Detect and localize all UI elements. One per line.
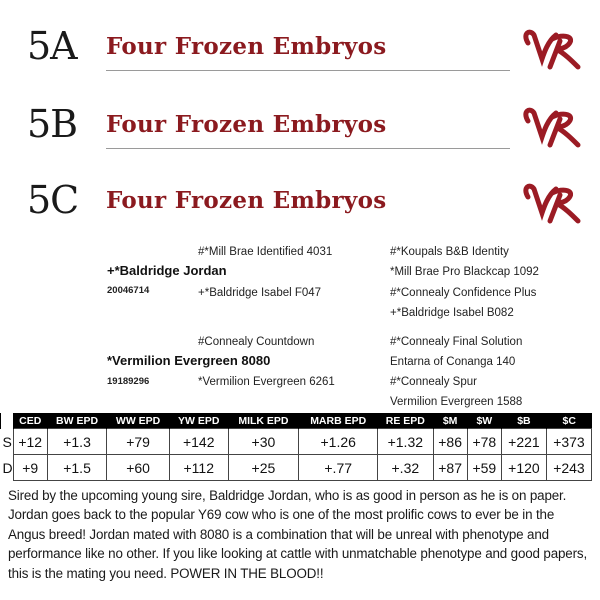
lot-number: 5B [27, 102, 78, 146]
header-bw: BW EPD [47, 413, 106, 429]
lot-5b [0, 100, 600, 170]
dam-right-1: #*Connealy Final Solution [390, 336, 523, 348]
vr-brand-logo-icon [520, 181, 582, 225]
header-milk: MILK EPD [228, 413, 299, 429]
row-label: S [2, 433, 12, 450]
table-cell: +243 [546, 455, 591, 481]
table-cell: +86 [433, 429, 467, 455]
header-w: $W [467, 413, 501, 429]
lot-5c [0, 176, 600, 246]
sire-dam: +*Baldridge Isabel F047 [198, 287, 322, 299]
lot-number: 5A [27, 24, 77, 68]
table-row [1, 429, 592, 455]
table-cell: +373 [546, 429, 591, 455]
table-cell: +1.3 [47, 429, 106, 455]
lot-title: Four Frozen Embryos [106, 33, 387, 60]
table-cell: +12 [13, 429, 47, 455]
header-re: RE EPD [378, 413, 433, 429]
lot-5a [0, 22, 600, 92]
table-cell: +112 [169, 455, 228, 481]
dam-name: *Vermilion Evergreen 8080 [107, 353, 271, 368]
header-spacer [1, 413, 14, 429]
table-cell: +30 [228, 429, 299, 455]
table-cell: +78 [467, 429, 501, 455]
sire-right-4: +*Baldridge Isabel B082 [390, 307, 514, 319]
dam-right-4: Vermilion Evergreen 1588 [390, 396, 523, 408]
divider [106, 70, 510, 71]
sire-registration: 20046714 [107, 285, 150, 296]
epd-table [0, 413, 592, 481]
sire-name: +*Baldridge Jordan [107, 263, 227, 278]
dam-right-2: Entarna of Conanga 140 [390, 356, 516, 368]
header-ced: CED [13, 413, 47, 429]
table-cell: +9 [13, 455, 47, 481]
table-cell: +1.26 [299, 429, 378, 455]
table-cell: +142 [169, 429, 228, 455]
table-cell: +.32 [378, 455, 433, 481]
table-cell: +79 [107, 429, 170, 455]
table-cell: +1.32 [378, 429, 433, 455]
header-yw: YW EPD [169, 413, 228, 429]
table-cell: +59 [467, 455, 501, 481]
epd-header-row [1, 413, 592, 429]
sire-right-1: #*Koupals B&B Identity [390, 246, 509, 258]
lot-number: 5C [27, 178, 79, 222]
table-cell: +1.5 [47, 455, 106, 481]
table-row [1, 455, 592, 481]
vr-brand-logo-icon [520, 105, 582, 149]
dam-right-3: #*Connealy Spur [390, 376, 477, 388]
sire-sire: #*Mill Brae Identified 4031 [198, 246, 333, 258]
table-cell: +25 [228, 455, 299, 481]
lot-title: Four Frozen Embryos [106, 111, 387, 138]
header-ww: WW EPD [107, 413, 170, 429]
lot-title: Four Frozen Embryos [106, 187, 387, 214]
table-cell: +87 [433, 455, 467, 481]
header-c: $C [546, 413, 591, 429]
header-m: $M [433, 413, 467, 429]
header-b: $B [501, 413, 546, 429]
sire-right-3: #*Connealy Confidence Plus [390, 287, 537, 299]
divider [106, 148, 510, 149]
table-cell: +60 [107, 455, 170, 481]
table-cell: +120 [501, 455, 546, 481]
header-marb: MARB EPD [299, 413, 378, 429]
vr-brand-logo-icon [520, 27, 582, 71]
table-cell: +.77 [299, 455, 378, 481]
table-cell: +221 [501, 429, 546, 455]
row-label: D [2, 459, 13, 476]
lot-description: Sired by the upcoming young sire, Baldridge Jordan, who is as good in person as he is on paper. Jordan goes back to the popular Y69 cow who is one of the most prolific cows to ever be in the Angus breed! Jordan mated with 8080 is a combination that will be unreal with phenotype and performance like no other. If you like looking at cattle with unmatchable phenotype and good papers, this is the mating you need. POWER IN THE BLOOD!! [8, 488, 588, 581]
dam-sire: #Connealy Countdown [198, 336, 315, 348]
sire-right-2: *Mill Brae Pro Blackcap 1092 [390, 266, 539, 278]
dam-dam: *Vermilion Evergreen 6261 [198, 376, 335, 388]
dam-registration: 19189296 [107, 376, 150, 387]
